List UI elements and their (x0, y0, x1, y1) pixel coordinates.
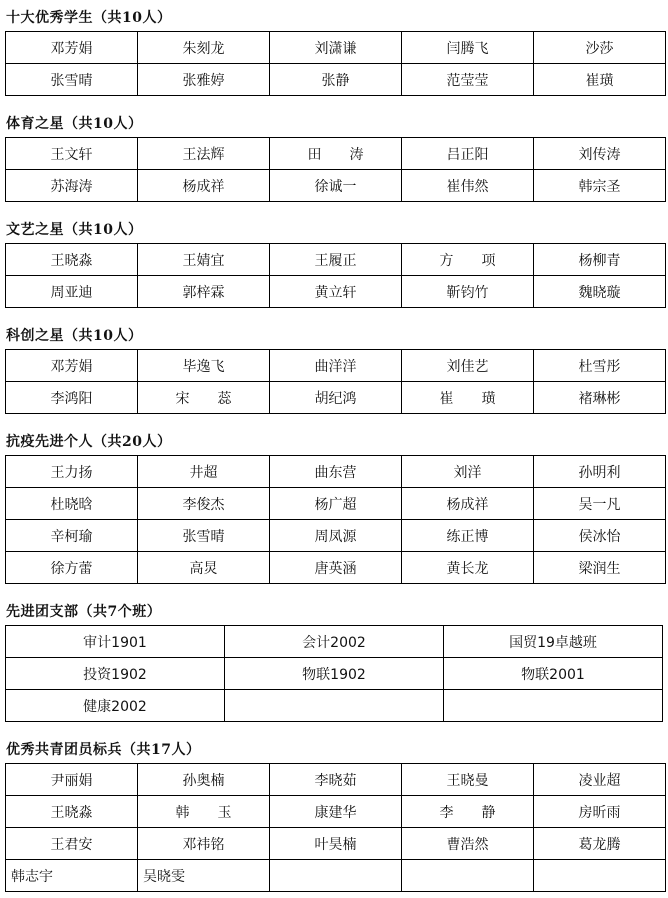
name-cell: 王履正 (270, 244, 402, 276)
name-cell (270, 860, 402, 892)
advanced-branches-table (5, 625, 663, 722)
class-cell (225, 690, 444, 722)
name-cell: 王文轩 (6, 138, 138, 170)
table-row (6, 64, 666, 96)
name-cell: 徐方蕾 (6, 552, 138, 584)
name-cell: 张雪晴 (138, 520, 270, 552)
name-cell: 王力扬 (6, 456, 138, 488)
name-cell: 张雅婷 (138, 64, 270, 96)
table-row (6, 382, 666, 414)
name-cell: 邓芳娟 (6, 350, 138, 382)
class-cell: 物联2001 (444, 658, 663, 690)
class-cell: 健康2002 (6, 690, 225, 722)
name-cell: 胡纪鸿 (270, 382, 402, 414)
table-row (6, 626, 663, 658)
name-cell: 康建华 (270, 796, 402, 828)
table-row (6, 796, 666, 828)
name-cell: 魏晓璇 (534, 276, 666, 308)
name-cell: 刘洋 (402, 456, 534, 488)
name-cell (402, 860, 534, 892)
section-title-sports-stars: 体育之星（共10人） (6, 116, 143, 132)
name-cell: 刘佳艺 (402, 350, 534, 382)
name-cell: 尹丽娟 (6, 764, 138, 796)
name-cell: 郭梓霖 (138, 276, 270, 308)
name-cell: 周凤源 (270, 520, 402, 552)
table-row (6, 170, 666, 202)
name-cell: 李俊杰 (138, 488, 270, 520)
name-cell: 张雪晴 (6, 64, 138, 96)
name-cell: 杜雪彤 (534, 350, 666, 382)
name-cell: 吕正阳 (402, 138, 534, 170)
name-cell: 宋 蕊 (138, 382, 270, 414)
name-cell: 杜晓晗 (6, 488, 138, 520)
table-row (6, 350, 666, 382)
section-title-pandemic-heroes: 抗疫先进个人（共20人） (6, 434, 172, 450)
name-cell: 侯冰怡 (534, 520, 666, 552)
name-cell: 范莹莹 (402, 64, 534, 96)
name-cell: 靳钧竹 (402, 276, 534, 308)
class-cell: 国贸19卓越班 (444, 626, 663, 658)
name-cell: 李鸿阳 (6, 382, 138, 414)
name-cell: 沙莎 (534, 32, 666, 64)
name-cell: 韩宗圣 (534, 170, 666, 202)
model-league-members-table (5, 763, 666, 892)
table-row (6, 860, 666, 892)
table-row (6, 488, 666, 520)
name-cell: 方 项 (402, 244, 534, 276)
class-cell (444, 690, 663, 722)
name-cell: 辛柯瑜 (6, 520, 138, 552)
sports-stars-table (5, 137, 666, 202)
class-cell: 物联1902 (225, 658, 444, 690)
name-cell: 韩志宇 (6, 860, 138, 892)
section-title-arts-stars: 文艺之星（共10人） (6, 222, 143, 238)
name-cell: 葛龙腾 (534, 828, 666, 860)
name-cell: 房昕雨 (534, 796, 666, 828)
name-cell: 李 静 (402, 796, 534, 828)
table-row (6, 764, 666, 796)
table-row (6, 828, 666, 860)
table-row (6, 244, 666, 276)
name-cell: 刘潇谦 (270, 32, 402, 64)
arts-stars-table (5, 243, 666, 308)
section-title-top-ten-students: 十大优秀学生（共10人） (6, 10, 172, 26)
name-cell: 邓祎铭 (138, 828, 270, 860)
pandemic-heroes-table (5, 455, 666, 584)
top-ten-students-table (5, 31, 666, 96)
name-cell: 练正博 (402, 520, 534, 552)
class-cell: 审计1901 (6, 626, 225, 658)
section-title-model-league-members: 优秀共青团员标兵（共17人） (6, 742, 201, 758)
name-cell: 邓芳娟 (6, 32, 138, 64)
class-cell: 会计2002 (225, 626, 444, 658)
name-cell: 杨广超 (270, 488, 402, 520)
name-cell: 毕逸飞 (138, 350, 270, 382)
name-cell: 李晓茹 (270, 764, 402, 796)
name-cell: 吴晓雯 (138, 860, 270, 892)
table-row (6, 552, 666, 584)
name-cell: 吴一凡 (534, 488, 666, 520)
table-row (6, 658, 663, 690)
name-cell: 孙明利 (534, 456, 666, 488)
name-cell: 曹浩然 (402, 828, 534, 860)
table-row (6, 276, 666, 308)
name-cell (534, 860, 666, 892)
name-cell: 叶昊楠 (270, 828, 402, 860)
name-cell: 曲东营 (270, 456, 402, 488)
name-cell: 张静 (270, 64, 402, 96)
name-cell: 徐诚一 (270, 170, 402, 202)
name-cell: 周亚迪 (6, 276, 138, 308)
name-cell: 黄立轩 (270, 276, 402, 308)
table-row (6, 456, 666, 488)
name-cell: 杨成祥 (138, 170, 270, 202)
table-row (6, 690, 663, 722)
name-cell: 苏海涛 (6, 170, 138, 202)
name-cell: 崔伟然 (402, 170, 534, 202)
table-row (6, 138, 666, 170)
section-title-advanced-branches: 先进团支部（共7个班） (6, 604, 162, 620)
table-row (6, 520, 666, 552)
name-cell: 梁润生 (534, 552, 666, 584)
name-cell: 杨成祥 (402, 488, 534, 520)
name-cell: 刘传涛 (534, 138, 666, 170)
name-cell: 褚琳彬 (534, 382, 666, 414)
section-title-innovation-stars: 科创之星（共10人） (6, 328, 143, 344)
name-cell: 崔璜 (534, 64, 666, 96)
name-cell: 王君安 (6, 828, 138, 860)
innovation-stars-table (5, 349, 666, 414)
class-cell: 投资1902 (6, 658, 225, 690)
name-cell: 曲洋洋 (270, 350, 402, 382)
name-cell: 黄长龙 (402, 552, 534, 584)
name-cell: 凌业超 (534, 764, 666, 796)
name-cell: 朱刻龙 (138, 32, 270, 64)
table-row (6, 32, 666, 64)
name-cell: 崔 璜 (402, 382, 534, 414)
name-cell: 韩 玉 (138, 796, 270, 828)
name-cell: 高炅 (138, 552, 270, 584)
name-cell: 杨柳青 (534, 244, 666, 276)
name-cell: 井超 (138, 456, 270, 488)
name-cell: 王法辉 (138, 138, 270, 170)
name-cell: 闫腾飞 (402, 32, 534, 64)
name-cell: 田 涛 (270, 138, 402, 170)
name-cell: 孙奥楠 (138, 764, 270, 796)
name-cell: 唐英涵 (270, 552, 402, 584)
name-cell: 王晓淼 (6, 244, 138, 276)
name-cell: 王婧宜 (138, 244, 270, 276)
name-cell: 王晓淼 (6, 796, 138, 828)
name-cell: 王晓曼 (402, 764, 534, 796)
